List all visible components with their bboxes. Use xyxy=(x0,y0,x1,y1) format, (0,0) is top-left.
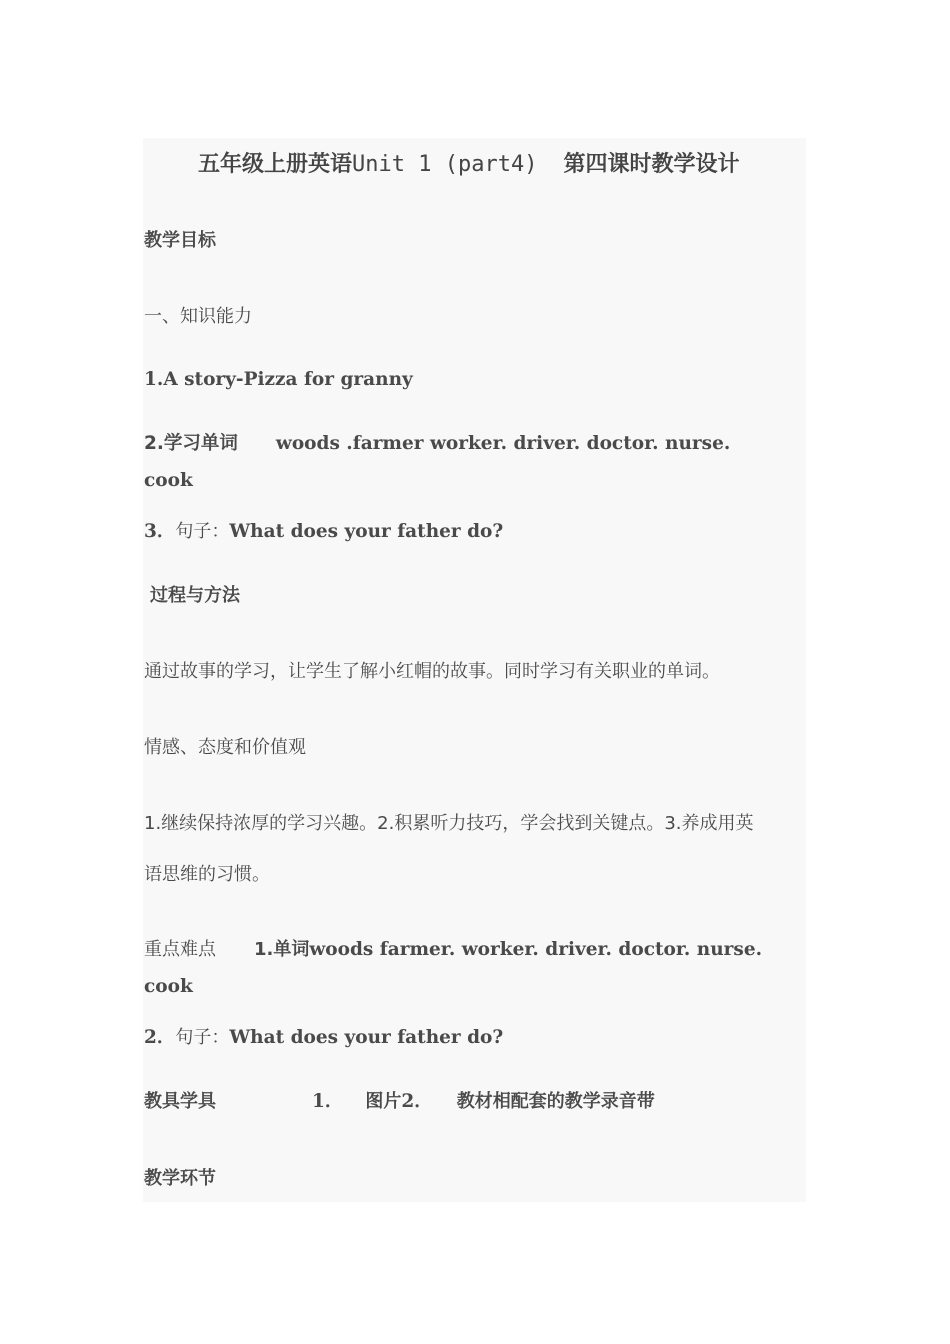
key-points-label: 重点难点 xyxy=(144,939,216,960)
emotion-text-line2: 语思维的习惯。 xyxy=(144,864,270,885)
item-2-label: 2.学习单词 xyxy=(144,433,238,454)
item-2-words-line1: woods .farmer worker. driver. doctor. nurse. xyxy=(275,433,731,454)
item-1-story: 1.A story-Pizza for granny xyxy=(144,369,413,390)
document-title xyxy=(198,150,739,180)
materials-item-2: 教材相配套的教学录音带 xyxy=(456,1091,655,1112)
item-3-num: 3． xyxy=(144,521,176,542)
emotion-heading: 情感、态度和价值观 xyxy=(144,737,306,758)
key-points xyxy=(144,938,762,962)
objectives-heading: 教学目标 xyxy=(144,230,216,251)
process-text: 通过故事的学习，让学生了解小红帽的故事。同时学习有关职业的单词。 xyxy=(144,661,720,682)
key-sentence-label: 句子： xyxy=(175,1027,230,1048)
emotion-text-line1: 1.继续保持浓厚的学习兴趣。2.积累听力技巧，学会找到关键点。3.养成用英 xyxy=(144,813,754,834)
item-3-sentence xyxy=(144,520,503,544)
key-sentence xyxy=(144,1026,503,1050)
materials-item-1: 图片 xyxy=(365,1091,402,1112)
materials-num-2: 2． xyxy=(401,1091,433,1112)
materials-label: 教具学具 xyxy=(144,1091,216,1112)
materials xyxy=(144,1090,655,1114)
title-cn-before: 五年级上册英语 xyxy=(198,152,353,177)
key-points-words-line1: woods farmer. worker. driver. doctor. nurse. xyxy=(309,939,763,960)
knowledge-heading: 一、知识能力 xyxy=(144,306,252,327)
key-sentence-num: 2． xyxy=(144,1027,176,1048)
title-en: Unit 1 (part4) xyxy=(352,152,538,177)
key-points-words-line2: cook xyxy=(144,976,193,997)
key-points-item-label: 1.单词 xyxy=(254,939,310,960)
key-sentence-text: What does your father do? xyxy=(229,1027,504,1048)
materials-num-1: 1． xyxy=(312,1091,344,1112)
item-2-words xyxy=(144,432,730,456)
process-heading: 过程与方法 xyxy=(150,585,240,606)
item-3-text: What does your father do? xyxy=(229,521,504,542)
item-2-words-line2: cook xyxy=(144,470,193,491)
title-cn-after: 第四课时教学设计 xyxy=(563,152,740,177)
steps-heading: 教学环节 xyxy=(144,1168,216,1189)
item-3-label: 句子： xyxy=(175,521,230,542)
